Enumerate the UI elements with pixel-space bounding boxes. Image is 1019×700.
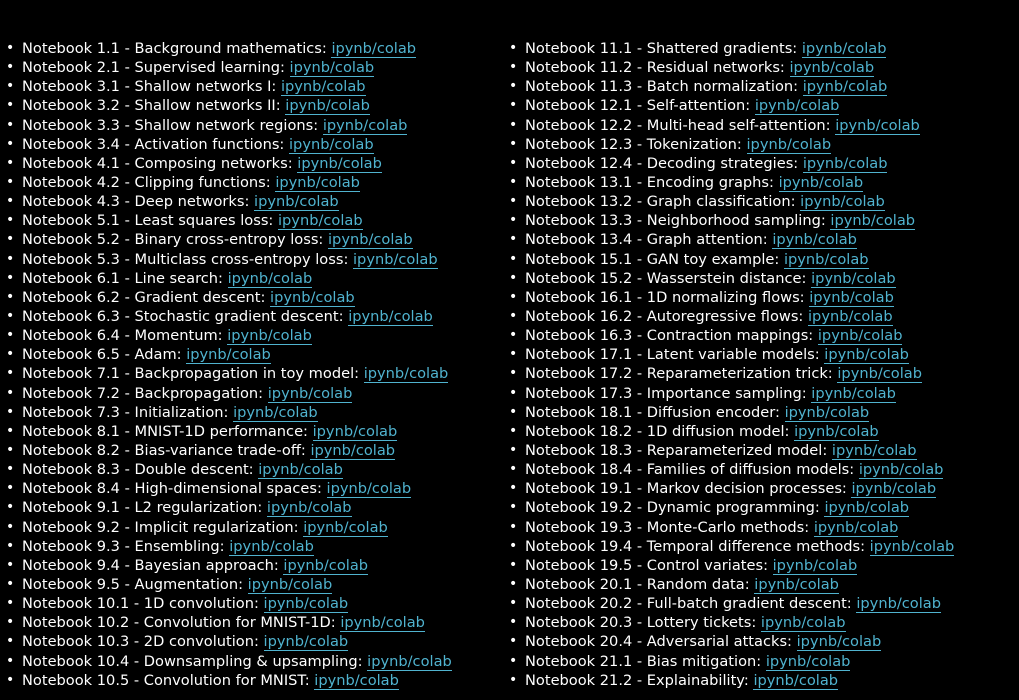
notebook-title: Notebook 8.3 - Double descent:: [22, 461, 254, 479]
notebook-title: Notebook 3.4 - Activation functions:: [22, 135, 285, 153]
notebook-link[interactable]: ipynb/colab: [772, 556, 858, 574]
bullet-icon: •: [509, 537, 518, 554]
bullet-icon: •: [6, 441, 15, 458]
bullet-icon: •: [6, 78, 15, 95]
notebook-link[interactable]: ipynb/colab: [783, 250, 869, 268]
notebook-list-item: [6, 192, 496, 211]
notebook-title: Notebook 7.2 - Backpropagation:: [22, 384, 264, 402]
bullet-icon: •: [509, 633, 518, 650]
notebook-list-item: [6, 537, 496, 556]
notebook-list-item: [6, 39, 496, 58]
notebook-link[interactable]: ipynb/colab: [772, 231, 857, 249]
notebook-list-item: [509, 96, 1014, 115]
notebook-title: Notebook 16.1 - 1D normalizing flows:: [525, 288, 805, 306]
bullet-icon: •: [509, 461, 518, 478]
notebook-title: Notebook 21.2 - Explainability:: [525, 671, 749, 689]
bullet-icon: •: [6, 307, 15, 324]
notebook-link[interactable]: ipynb/colab: [837, 365, 922, 383]
notebook-link[interactable]: ipynb/colab: [367, 652, 452, 670]
notebook-list-item: [509, 39, 1014, 58]
notebook-title: Notebook 7.1 - Backpropagation in toy model:: [22, 365, 360, 383]
notebook-title: Notebook 19.2 - Dynamic programming:: [525, 499, 820, 517]
notebook-list-item: [6, 250, 496, 269]
bullet-icon: •: [509, 307, 518, 324]
notebook-link[interactable]: ipynb/colab: [263, 633, 349, 651]
notebook-link[interactable]: ipynb/colab: [229, 537, 314, 555]
notebook-list-item: [509, 479, 1014, 498]
notebook-title: Notebook 19.1 - Markov decision processes:: [525, 480, 847, 498]
notebook-list-item: [509, 173, 1014, 192]
notebook-title: Notebook 20.2 - Full-batch gradient descent:: [525, 595, 852, 613]
notebook-link[interactable]: ipynb/colab: [277, 212, 363, 230]
notebook-link[interactable]: ipynb/colab: [800, 193, 885, 211]
notebook-link[interactable]: ipynb/colab: [267, 384, 353, 402]
notebook-link[interactable]: ipynb/colab: [830, 212, 916, 230]
notebook-list-item: [509, 345, 1014, 364]
notebook-link[interactable]: ipynb/colab: [831, 441, 917, 459]
notebook-link[interactable]: ipynb/colab: [331, 40, 417, 57]
notebook-list-item: [6, 269, 496, 288]
notebook-list-item: [6, 96, 496, 115]
notebook-link[interactable]: ipynb/colab: [809, 288, 894, 306]
notebook-list-item: [6, 154, 496, 173]
notebook-title: Notebook 3.2 - Shallow networks II:: [22, 97, 281, 115]
notebook-title: Notebook 16.3 - Contraction mappings:: [525, 327, 814, 345]
notebook-list-item: [6, 441, 496, 460]
bullet-icon: •: [6, 346, 15, 363]
bullet-icon: •: [509, 346, 518, 363]
bullet-icon: •: [6, 212, 15, 229]
bullet-icon: •: [509, 384, 518, 401]
bullet-icon: •: [509, 327, 518, 344]
notebook-title: Notebook 10.2 - Convolution for MNIST-1D:: [22, 614, 336, 632]
notebook-link[interactable]: ipynb/colab: [801, 40, 887, 57]
notebook-list-item: [6, 345, 496, 364]
notebook-link[interactable]: ipynb/colab: [789, 59, 875, 77]
notebook-title: Notebook 5.3 - Multiclass cross-entropy loss:: [22, 250, 349, 268]
bullet-icon: •: [6, 671, 15, 688]
bullet-icon: •: [509, 231, 518, 248]
notebook-link[interactable]: ipynb/colab: [328, 231, 413, 249]
bullet-icon: •: [6, 537, 15, 554]
bullet-icon: •: [6, 135, 15, 152]
bullet-icon: •: [6, 97, 15, 114]
notebook-list-item: [509, 537, 1014, 556]
notebook-link[interactable]: ipynb/colab: [233, 403, 318, 421]
notebook-link[interactable]: ipynb/colab: [289, 135, 374, 153]
notebook-title: Notebook 18.3 - Reparameterized model:: [525, 441, 828, 459]
notebook-list-item: [509, 632, 1014, 651]
notebook-link[interactable]: ipynb/colab: [817, 327, 903, 345]
notebook-title: Notebook 16.2 - Autoregressive flows:: [525, 307, 804, 325]
notebook-link[interactable]: ipynb/colab: [314, 671, 399, 689]
bullet-icon: •: [509, 135, 518, 152]
notebook-title: Notebook 20.3 - Lottery tickets:: [525, 614, 757, 632]
notebook-link[interactable]: ipynb/colab: [784, 403, 870, 421]
notebook-title: Notebook 20.4 - Adversarial attacks:: [525, 633, 792, 651]
notebook-title: Notebook 11.3 - Batch normalization:: [525, 78, 799, 96]
bullet-icon: •: [6, 365, 15, 382]
notebook-title: Notebook 19.5 - Control variates:: [525, 556, 768, 574]
notebook-link[interactable]: ipynb/colab: [289, 59, 375, 77]
notebook-link[interactable]: ipynb/colab: [254, 193, 339, 211]
bullet-icon: •: [509, 422, 518, 439]
notebook-link[interactable]: ipynb/colab: [811, 384, 896, 402]
notebook-list-item: [509, 116, 1014, 135]
notebook-link[interactable]: ipynb/colab: [326, 480, 412, 498]
notebook-title: Notebook 20.1 - Random data:: [525, 575, 750, 593]
bullet-icon: •: [509, 212, 518, 229]
bullet-icon: •: [6, 231, 15, 248]
notebook-title: Notebook 5.2 - Binary cross-entropy loss:: [22, 231, 324, 249]
notebook-title: Notebook 6.2 - Gradient descent:: [22, 288, 266, 306]
bullet-icon: •: [6, 652, 15, 669]
notebook-list-item: [509, 518, 1014, 537]
notebook-list-item: [509, 575, 1014, 594]
notebook-title: Notebook 10.3 - 2D convolution:: [22, 633, 259, 651]
bullet-icon: •: [6, 556, 15, 573]
bullet-icon: •: [6, 595, 15, 612]
notebook-link[interactable]: ipynb/colab: [869, 537, 955, 555]
notebook-title: Notebook 5.1 - Least squares loss:: [22, 212, 274, 230]
bullet-icon: •: [509, 288, 518, 305]
notebook-list-item: [509, 288, 1014, 307]
notebook-title: Notebook 9.1 - L2 regularization:: [22, 499, 263, 517]
notebook-list-item: [6, 58, 496, 77]
notebook-link[interactable]: ipynb/colab: [746, 135, 832, 153]
bullet-icon: •: [509, 365, 518, 382]
notebook-title: Notebook 17.1 - Latent variable models:: [525, 346, 820, 364]
notebook-link[interactable]: ipynb/colab: [753, 671, 839, 689]
notebook-list-item: [509, 422, 1014, 441]
bullet-icon: •: [6, 59, 15, 76]
bullet-icon: •: [509, 116, 518, 133]
notebook-title: Notebook 12.2 - Multi-head self-attention:: [525, 116, 831, 134]
notebook-list-item: [509, 671, 1014, 690]
notebook-title: Notebook 9.4 - Bayesian approach:: [22, 556, 279, 574]
bullet-icon: •: [6, 250, 15, 267]
notebook-title: Notebook 17.2 - Reparameterization trick:: [525, 365, 833, 383]
notebook-link[interactable]: ipynb/colab: [824, 499, 910, 517]
notebook-list-item: [509, 364, 1014, 383]
notebook-title: Notebook 6.5 - Adam:: [22, 346, 182, 364]
notebook-link[interactable]: ipynb/colab: [275, 173, 360, 191]
notebook-link[interactable]: ipynb/colab: [363, 365, 449, 383]
notebook-link[interactable]: ipynb/colab: [856, 595, 941, 613]
notebook-list-item: [6, 230, 496, 249]
notebook-list-left: [6, 39, 496, 690]
bullet-icon: •: [6, 193, 15, 210]
notebook-list-item: [6, 518, 496, 537]
notebook-title: Notebook 9.5 - Augmentation:: [22, 575, 243, 593]
notebook-list-item: [6, 384, 496, 403]
notebook-list-item: [6, 211, 496, 230]
bullet-icon: •: [6, 40, 15, 56]
bullet-icon: •: [509, 652, 518, 669]
notebook-link[interactable]: ipynb/colab: [227, 327, 312, 345]
notebook-list-item: [6, 460, 496, 479]
bullet-icon: •: [6, 154, 15, 171]
notebook-list-item: [509, 403, 1014, 422]
notebook-title: Notebook 12.3 - Tokenization:: [525, 135, 742, 153]
bullet-icon: •: [509, 97, 518, 114]
bullet-icon: •: [6, 422, 15, 439]
notebook-link[interactable]: ipynb/colab: [266, 499, 352, 517]
notebook-list-item: [509, 460, 1014, 479]
notebook-title: Notebook 13.4 - Graph attention:: [525, 231, 768, 249]
notebook-list-item: [509, 556, 1014, 575]
notebook-list-item: [509, 77, 1014, 96]
notebook-title: Notebook 21.1 - Bias mitigation:: [525, 652, 762, 670]
notebook-list-item: [509, 211, 1014, 230]
notebook-list-item: [6, 77, 496, 96]
notebook-title: Notebook 3.3 - Shallow network regions:: [22, 116, 319, 134]
notebook-title: Notebook 9.3 - Ensembling:: [22, 537, 225, 555]
notebook-link[interactable]: ipynb/colab: [760, 614, 846, 632]
notebook-link[interactable]: ipynb/colab: [340, 614, 425, 632]
bullet-icon: •: [6, 480, 15, 497]
bullet-icon: •: [6, 288, 15, 305]
notebook-title: Notebook 8.2 - Bias-variance trade-off:: [22, 441, 306, 459]
bullet-icon: •: [509, 154, 518, 171]
notebook-title: Notebook 17.3 - Importance sampling:: [525, 384, 807, 402]
notebook-title: Notebook 12.1 - Self-attention:: [525, 97, 751, 115]
notebook-link[interactable]: ipynb/colab: [297, 154, 382, 172]
notebook-list-item: [509, 135, 1014, 154]
bullet-icon: •: [6, 633, 15, 650]
notebook-link[interactable]: ipynb/colab: [835, 116, 920, 134]
notebook-link[interactable]: ipynb/colab: [754, 575, 839, 593]
bullet-icon: •: [509, 480, 518, 497]
notebook-list-item: [509, 441, 1014, 460]
bullet-icon: •: [509, 575, 518, 592]
bullet-icon: •: [509, 614, 518, 631]
notebook-link[interactable]: ipynb/colab: [811, 269, 896, 287]
bullet-icon: •: [6, 461, 15, 478]
bullet-icon: •: [6, 614, 15, 631]
notebook-title: Notebook 18.2 - 1D diffusion model:: [525, 422, 790, 440]
notebook-title: Notebook 13.1 - Encoding graphs:: [525, 173, 774, 191]
bullet-icon: •: [6, 403, 15, 420]
bullet-icon: •: [509, 518, 518, 535]
notebook-title: Notebook 11.1 - Shattered gradients:: [525, 40, 798, 57]
notebook-list-item: [6, 575, 496, 594]
notebook-title: Notebook 6.1 - Line search:: [22, 269, 223, 287]
notebook-title: Notebook 2.1 - Supervised learning:: [22, 59, 285, 77]
notebook-list-item: [6, 632, 496, 651]
notebook-list-item: [509, 269, 1014, 288]
notebook-list-item: [509, 154, 1014, 173]
notebook-list-item: [6, 556, 496, 575]
notebook-title: Notebook 12.4 - Decoding strategies:: [525, 154, 799, 172]
notebook-list-item: [6, 613, 496, 632]
bullet-icon: •: [509, 59, 518, 76]
bullet-icon: •: [6, 116, 15, 133]
notebook-link[interactable]: ipynb/colab: [824, 346, 909, 364]
notebook-list-right: [509, 39, 1014, 690]
notebook-list-item: [6, 594, 496, 613]
notebook-list-item: [6, 364, 496, 383]
notebook-link[interactable]: ipynb/colab: [802, 154, 888, 172]
notebook-link[interactable]: ipynb/colab: [802, 78, 888, 96]
notebook-link[interactable]: ipynb/colab: [808, 307, 893, 325]
notebook-link[interactable]: ipynb/colab: [270, 288, 355, 306]
notebook-link[interactable]: ipynb/colab: [312, 422, 398, 440]
bullet-icon: •: [6, 269, 15, 286]
notebook-link[interactable]: ipynb/colab: [778, 173, 864, 191]
notebook-title: Notebook 18.4 - Families of diffusion models:: [525, 461, 855, 479]
notebook-list-item: [6, 422, 496, 441]
notebook-title: Notebook 19.4 - Temporal difference methods:: [525, 537, 866, 555]
bullet-icon: •: [509, 193, 518, 210]
notebook-link[interactable]: ipynb/colab: [258, 461, 343, 479]
bullet-icon: •: [509, 595, 518, 612]
bullet-icon: •: [6, 173, 15, 190]
notebook-list-item: [6, 671, 496, 690]
notebook-link[interactable]: ipynb/colab: [285, 97, 370, 115]
notebook-list-item: [509, 192, 1014, 211]
notebook-title: Notebook 15.1 - GAN toy example:: [525, 250, 780, 268]
notebook-title: Notebook 6.3 - Stochastic gradient descent:: [22, 307, 344, 325]
notebook-title: Notebook 4.2 - Clipping functions:: [22, 173, 271, 191]
notebook-title: Notebook 4.3 - Deep networks:: [22, 193, 250, 211]
bullet-icon: •: [6, 518, 15, 535]
notebook-link[interactable]: ipynb/colab: [303, 518, 388, 536]
notebook-link[interactable]: ipynb/colab: [813, 518, 899, 536]
notebook-title: Notebook 13.3 - Neighborhood sampling:: [525, 212, 826, 230]
bullet-icon: •: [509, 78, 518, 95]
notebook-link[interactable]: ipynb/colab: [310, 441, 396, 459]
notebook-title: Notebook 8.4 - High-dimensional spaces:: [22, 480, 322, 498]
notebook-list-item: [6, 288, 496, 307]
bullet-icon: •: [509, 671, 518, 688]
bullet-icon: •: [509, 173, 518, 190]
notebook-title: Notebook 9.2 - Implicit regularization:: [22, 518, 299, 536]
notebook-title: Notebook 7.3 - Initialization:: [22, 403, 229, 421]
notebook-title: Notebook 10.1 - 1D convolution:: [22, 595, 259, 613]
notebook-list-item: [6, 479, 496, 498]
notebook-title: Notebook 11.2 - Residual networks:: [525, 59, 785, 77]
notebook-list-item: [509, 498, 1014, 517]
bullet-icon: •: [6, 384, 15, 401]
notebook-link[interactable]: ipynb/colab: [247, 575, 333, 593]
notebook-title: Notebook 10.4 - Downsampling & upsampling:: [22, 652, 363, 670]
bullet-icon: •: [509, 441, 518, 458]
notebook-title: Notebook 6.4 - Momentum:: [22, 327, 223, 345]
notebook-link[interactable]: ipynb/colab: [348, 307, 433, 325]
notebook-list-item: [509, 384, 1014, 403]
bullet-icon: •: [6, 327, 15, 344]
notebook-link[interactable]: ipynb/colab: [263, 595, 349, 613]
notebook-link[interactable]: ipynb/colab: [186, 346, 271, 364]
notebook-link[interactable]: ipynb/colab: [851, 480, 937, 498]
notebook-title: Notebook 13.2 - Graph classification:: [525, 193, 796, 211]
notebook-list-item: [509, 652, 1014, 671]
notebook-link[interactable]: ipynb/colab: [280, 78, 366, 96]
bullet-icon: •: [6, 575, 15, 592]
notebook-link[interactable]: ipynb/colab: [227, 269, 313, 287]
notebook-title: Notebook 1.1 - Background mathematics:: [22, 40, 327, 57]
notebook-title: Notebook 15.2 - Wasserstein distance:: [525, 269, 807, 287]
bullet-icon: •: [509, 556, 518, 573]
notebook-list-item: [509, 58, 1014, 77]
notebook-link[interactable]: ipynb/colab: [858, 461, 944, 479]
notebook-list-item: [6, 326, 496, 345]
notebook-link[interactable]: ipynb/colab: [794, 422, 879, 440]
notebook-link[interactable]: ipynb/colab: [765, 652, 851, 670]
notebook-list-item: [509, 613, 1014, 632]
notebook-list-item: [6, 652, 496, 671]
bullet-icon: •: [509, 269, 518, 286]
notebook-list-item: [6, 173, 496, 192]
notebook-link[interactable]: ipynb/colab: [754, 97, 840, 115]
bullet-icon: •: [509, 403, 518, 420]
bullet-icon: •: [509, 40, 518, 56]
notebook-title: Notebook 10.5 - Convolution for MNIST:: [22, 671, 310, 689]
notebook-list-item: [509, 594, 1014, 613]
notebook-list-item: [6, 403, 496, 422]
notebook-link[interactable]: ipynb/colab: [283, 556, 369, 574]
notebook-list-item: [6, 498, 496, 517]
notebook-title: Notebook 18.1 - Diffusion encoder:: [525, 403, 780, 421]
bullet-icon: •: [509, 250, 518, 267]
notebook-link[interactable]: ipynb/colab: [796, 633, 882, 651]
bullet-icon: •: [6, 499, 15, 516]
bullet-icon: •: [509, 499, 518, 516]
notebook-list-item: [509, 250, 1014, 269]
notebook-list-item: [6, 307, 496, 326]
notebook-list-item: [509, 230, 1014, 249]
notebook-title: Notebook 3.1 - Shallow networks I:: [22, 78, 277, 96]
notebook-list-item: [6, 135, 496, 154]
notebook-list-item: [6, 116, 496, 135]
notebook-title: Notebook 8.1 - MNIST-1D performance:: [22, 422, 308, 440]
notebook-title: Notebook 4.1 - Composing networks:: [22, 154, 293, 172]
notebook-link[interactable]: ipynb/colab: [353, 250, 438, 268]
notebook-title: Notebook 19.3 - Monte-Carlo methods:: [525, 518, 810, 536]
notebook-link[interactable]: ipynb/colab: [322, 116, 408, 134]
notebook-list-item: [509, 326, 1014, 345]
notebook-list-item: [509, 307, 1014, 326]
